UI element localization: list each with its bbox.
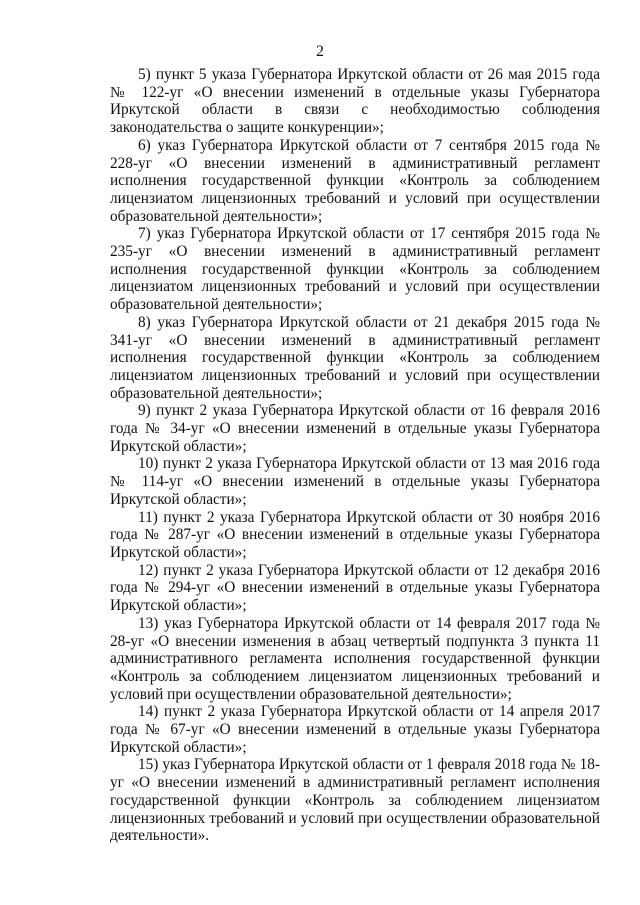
list-item-7: 7) указ Губернатора Иркутской области от 17 сентября 2015 года № 235-уг «О внесении изменений в административный регламент исполнения государственной функции «Контроль за соблюдением лицензиатом лицензионных требований и условий при осуществлении образовательной деятельности»; (110, 225, 600, 314)
list-item-9: 9) пункт 2 указа Губернатора Иркутской области от 16 февраля 2016 года № 34-уг «О внесении изменений в отдельные указы Губернатора Иркутской области»; (110, 402, 600, 455)
list-item-12: 12) пункт 2 указа Губернатора Иркутской области от 12 декабря 2016 года № 294-уг «О внесении изменений в отдельные указы Губернатора Иркутской области»; (110, 561, 600, 615)
list-item-15: 15) указ Губернатора Иркутской области от 1 февраля 2018 года № 18-уг «О внесении изменений в административный регламент исполнения государственной функции «Контроль за соблюдением лицензиатом лицензионных требований и условий при осуществлении образовательной деятельности». (110, 756, 600, 845)
list-item-14: 14) пункт 2 указа Губернатора Иркутской области от 14 апреля 2017 года № 67-уг «О внесении изменений в отдельные указы Губернатора Иркутской области»; (110, 703, 600, 756)
document-body (110, 66, 600, 845)
list-item-5: 5) пункт 5 указа Губернатора Иркутской области от 26 мая 2015 года № 122-уг «О внесении изменений в отдельные указы Губернатора Иркутской области в связи с необходимостью соблюдения законодательства о защите конкуренции»; (110, 66, 600, 137)
list-item-8: 8) указ Губернатора Иркутской области от 21 декабря 2015 года № 341-уг «О внесении изменений в административный регламент исполнения государственной функции «Контроль за соблюдением лицензиатом лицензионных требований и условий при осуществлении образовательной деятельности»; (110, 313, 600, 402)
page-number: 2 (316, 43, 324, 60)
list-item-13: 13) указ Губернатора Иркутской области от 14 февраля 2017 года № 28-уг «О внесении изменения в абзац четвертый подпункта 3 пункта 11 административного регламента исполнения государственной функции «Контроль за соблюдением лицензиатом лицензионных требований и условий при осуществлении образовательной деятельности»; (110, 614, 600, 703)
list-item-11: 11) пункт 2 указа Губернатора Иркутской области от 30 ноября 2016 года № 287-уг «О внесении изменений в отдельные указы Губернатора Иркутской области»; (110, 508, 600, 561)
list-item-6: 6) указ Губернатора Иркутской области от 7 сентября 2015 года № 228-уг «О внесении изменений в административный регламент исполнения государственной функции «Контроль за соблюдением лицензиатом лицензионных требований и условий при осуществлении образовательной деятельности»; (110, 136, 600, 225)
list-item-10: 10) пункт 2 указа Губернатора Иркутской области от 13 мая 2016 года № 114-уг «О внесении изменений в отдельные указы Губернатора Иркутской области»; (110, 455, 600, 508)
